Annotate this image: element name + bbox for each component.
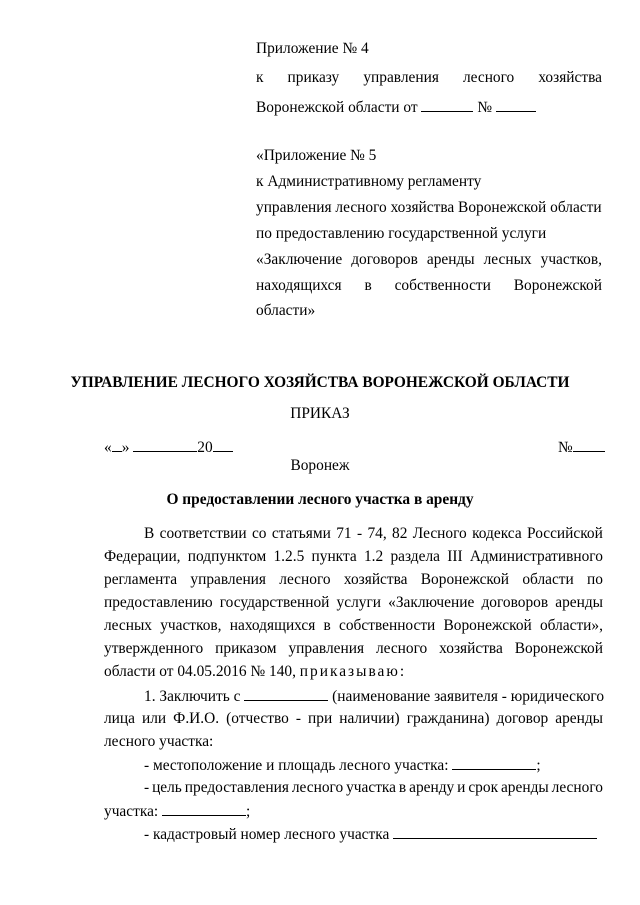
word: государственной (219, 594, 330, 611)
paragraph-1-line-5 (104, 616, 603, 636)
word: управления (363, 69, 439, 86)
appendix-4-date-blank (421, 97, 473, 112)
word: в (323, 617, 331, 634)
word: в (364, 277, 372, 294)
appendix-4-line-2 (256, 69, 602, 87)
word: управления (190, 571, 266, 588)
word: лесного (375, 640, 428, 657)
appendix-5-line-6 (256, 277, 602, 295)
word: лесного (551, 779, 603, 796)
appendix-5-line-2: к Административному регламенту (256, 173, 482, 190)
word: собственности (394, 277, 491, 294)
appendix-4-number-blank (496, 97, 536, 112)
applicant-hint: (наименование заявителя - юридического (332, 688, 605, 705)
month-blank (133, 437, 197, 452)
word: и (457, 779, 466, 796)
order-verb: приказываю: (299, 663, 407, 680)
bullet-cadastral-label: - кадастровый номер лесного участка (144, 826, 390, 843)
word: пункта (311, 548, 357, 565)
bullet-purpose-line-1 (144, 778, 603, 798)
document-type: ПРИКАЗ (290, 405, 350, 422)
bullet-location-label: - местоположение и площадь лесного участка: (144, 757, 449, 774)
appendix-5-line-7: области» (256, 302, 316, 319)
word: участка (346, 779, 396, 796)
word: аренды (555, 594, 603, 611)
order-number-sign: № (558, 439, 573, 456)
word: - (295, 710, 301, 727)
applicant-blank (244, 686, 328, 701)
appendix-4-date-label: Воронежской области от (256, 99, 418, 116)
word: договоров (481, 594, 549, 611)
word: 82 (392, 525, 408, 542)
word: 74, (367, 525, 387, 542)
word: (отчество (226, 710, 289, 727)
word: 1.2 (363, 548, 384, 565)
appendix-5-line-5 (256, 251, 602, 269)
word: лесных (104, 617, 152, 634)
word: области (522, 571, 574, 588)
word: 1.2.5 (273, 548, 305, 565)
word: в (398, 779, 407, 796)
word: В (144, 525, 155, 542)
bullet-cadastral-number (144, 824, 603, 845)
cadastral-number-blank (393, 824, 597, 839)
purpose-term-blank (162, 801, 246, 816)
word: лица (104, 710, 135, 727)
word: раздела (390, 548, 440, 565)
word: со (251, 525, 267, 542)
word: аренды (555, 710, 603, 727)
word: аренды (500, 779, 549, 796)
word: приказу (287, 69, 340, 86)
bullet-purpose-end: ; (246, 803, 251, 820)
word: области», (539, 617, 603, 634)
word: подпунктом (187, 548, 267, 565)
item-1-label: 1. Заключить с (144, 688, 241, 705)
appendix-5-title: «Приложение № 5 (256, 147, 377, 164)
day-blank (112, 437, 122, 452)
word: участков, (160, 617, 222, 634)
word: - (144, 779, 150, 796)
city-name: Воронеж (290, 457, 350, 474)
word: предоставлению (104, 594, 213, 611)
word: срок (468, 779, 499, 796)
word: кодекса (472, 525, 522, 542)
word: договоров (351, 251, 418, 268)
organization-name: УПРАВЛЕНИЕ ЛЕСНОГО ХОЗЯЙСТВА ВОРОНЕЖСКОЙ ОБЛАСТИ (70, 374, 570, 391)
word: хозяйства (439, 640, 503, 657)
word: аренду (409, 779, 455, 796)
word: гражданина) (406, 710, 490, 727)
word: лесного (291, 779, 344, 796)
word: при (308, 710, 333, 727)
word: услуги (336, 594, 381, 611)
word: участков, (540, 251, 602, 268)
word: Федерации, (104, 548, 181, 565)
order-number-blank (573, 437, 605, 452)
word: к (256, 69, 264, 86)
word: лесного (279, 571, 331, 588)
word: хозяйства (538, 69, 602, 86)
word: наличии) (339, 710, 400, 727)
word: «Заключение (388, 594, 475, 611)
word: находящихся (256, 277, 342, 294)
appendix-5-line-3: управления лесного хозяйства Воронежской области (256, 199, 602, 216)
word: предоставления (184, 779, 289, 796)
word: находящихся (229, 617, 316, 634)
appendix-4-title: Приложение № 4 (256, 40, 369, 57)
word: Административного (469, 548, 603, 565)
word: 71 (336, 525, 352, 542)
word: договор (496, 710, 549, 727)
word: «Заключение (256, 251, 343, 268)
word: приказом (215, 640, 277, 657)
word: или (142, 710, 167, 727)
word: Воронежской (443, 617, 532, 634)
word: Воронежской (513, 277, 602, 294)
paragraph-1-line-1 (144, 524, 603, 544)
word: утвержденного (104, 640, 204, 657)
item-1-line-1 (144, 686, 603, 707)
year-blank (213, 437, 233, 452)
word: собственности (339, 617, 436, 634)
item-1-line-3: лесного участка: (104, 733, 214, 750)
word: Российской (527, 525, 603, 542)
word: по (587, 571, 603, 588)
word: Воронежской (420, 571, 510, 588)
word: лесного (462, 69, 515, 86)
word: хозяйства (343, 571, 408, 588)
paragraph-1-line-2 (104, 547, 603, 567)
item-1-line-2 (104, 709, 603, 729)
word: соответствии (159, 525, 247, 542)
bullet-purpose-label: участка: (104, 803, 159, 820)
bullet-location-end: ; (536, 757, 541, 774)
word: Ф.И.О. (173, 710, 220, 727)
order-number (558, 437, 605, 458)
order-date (104, 437, 233, 458)
word: аренды (426, 251, 475, 268)
date-open-quote: « (104, 439, 112, 456)
order-subject: О предоставлении лесного участка в аренду (166, 491, 474, 508)
location-area-blank (452, 755, 536, 770)
year-prefix: 20 (197, 439, 213, 456)
appendix-4-line-3 (256, 97, 602, 117)
appendix-5-line-4: по предоставлению государственной услуги (256, 225, 547, 242)
word: III (447, 548, 463, 565)
order-reference: области от 04.05.2016 № 140, (104, 663, 296, 680)
paragraph-1-line-6 (104, 639, 603, 659)
word: лесных (483, 251, 532, 268)
word: цель (152, 779, 182, 796)
bullet-purpose-line-2 (104, 801, 603, 822)
paragraph-1-line-7 (104, 662, 603, 682)
word: управления (288, 640, 365, 657)
appendix-4-number-sign: № (477, 99, 492, 116)
date-close-quote: » (121, 439, 130, 456)
paragraph-1-line-4 (104, 593, 603, 613)
word: Воронежской (514, 640, 603, 657)
paragraph-1-line-3 (104, 570, 603, 590)
bullet-location-area (144, 755, 603, 776)
word: регламента (104, 571, 178, 588)
word: - (356, 525, 363, 542)
word: статьями (271, 525, 331, 542)
word: Лесного (412, 525, 467, 542)
